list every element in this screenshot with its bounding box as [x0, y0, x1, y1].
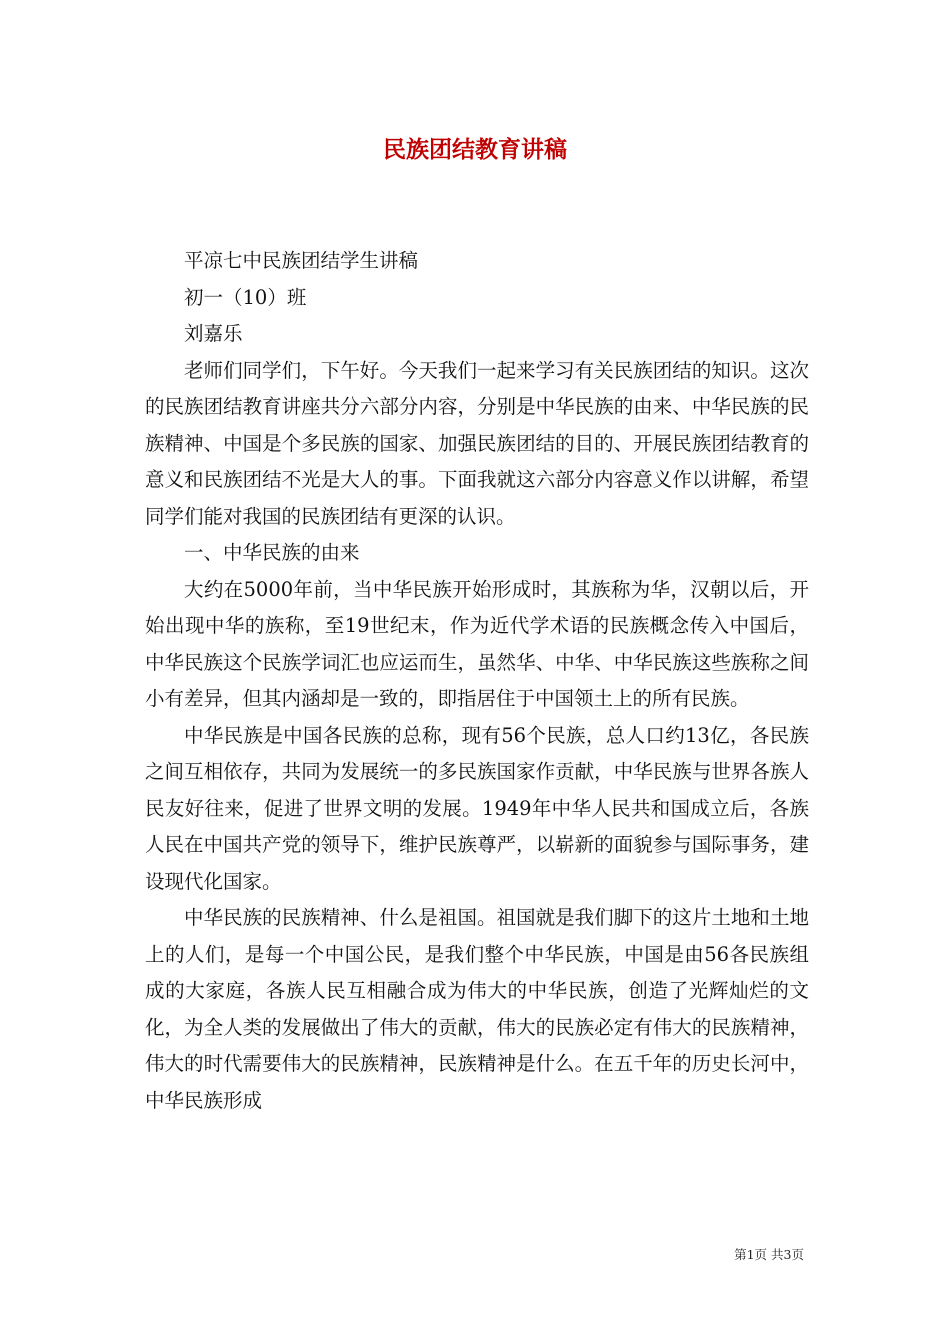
class-line: 初一（10）班 [184, 285, 307, 309]
author-line: 刘嘉乐 [184, 322, 243, 345]
paragraph-spirit: 中华民族的民族精神、什么是祖国。祖国就是我们脚下的这片土地和土地上的人们，是每一个中国公民，是我们整个中华民族，中国是由56各民族组成的大家庭，各族人民互相融合成为伟大的中华民族，创造了光辉灿烂的文化，为全人类的发展做出了伟大的贡献，伟大的民族必定有伟大的民族精神，伟大的时代需要伟大的民族精神，民族精神是什么。在五千年的历史长河中，中华民族形成 [145, 906, 809, 1112]
document-body [145, 243, 809, 1119]
page-footer: 第1页 共3页 [734, 1247, 804, 1262]
document-title: 民族团结教育讲稿 [383, 137, 567, 163]
paragraph-population: 中华民族是中国各民族的总称，现有56个民族，总人口约13亿，各民族之间互相依存，共同为发展统一的多民族国家作贡献，中华民族与世界各族人民友好往来，促进了世界文明的发展。1949年中华人民共和国成立后，各族人民在中国共产党的领导下，维护民族尊严，以崭新的面貌参与国际事务，建设现代化国家。 [145, 723, 809, 893]
school-line: 平凉七中民族团结学生讲稿 [184, 249, 419, 272]
paragraph-intro: 老师们同学们，下午好。今天我们一起来学习有关民族团结的知识。这次的民族团结教育讲座共分六部分内容，分别是中华民族的由来、中华民族的民族精神、中国是个多民族的国家、加强民族团结的目的、开展民族团结教育的意义和民族团结不光是大人的事。下面我就这六部分内容意义作以讲解，希望同学们能对我国的民族团结有更深的认识。 [145, 358, 809, 528]
section-heading: 一、中华民族的由来 [184, 541, 360, 564]
paragraph-origin: 大约在5000年前，当中华民族开始形成时，其族称为华，汉朝以后，开始出现中华的族称，至19世纪末，作为近代学术语的民族概念传入中国后，中华民族这个民族学词汇也应运而生，虽然华、中华、中华民族这些族称之间小有差异，但其内涵却是一致的，即指居住于中国领土上的所有民族。 [145, 577, 809, 710]
